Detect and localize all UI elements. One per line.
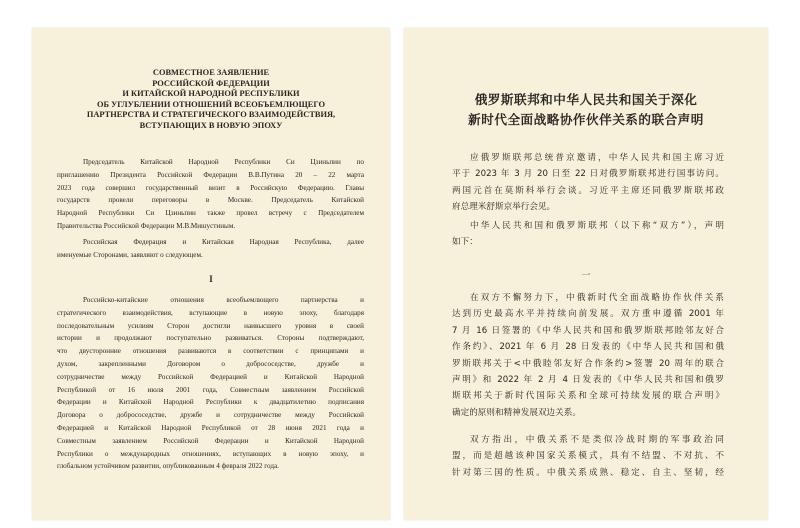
ru-title-line: И КИТАЙСКОЙ НАРОДНОЙ РЕСПУБЛИКИ — [122, 89, 300, 99]
ru-line: Федерацией и Китайской Народной Республикой от 28 июня 2021 года и — [57, 423, 364, 432]
russian-statement-page — [32, 28, 390, 520]
zh-line: 两国元首在莫斯科举行会谈。习近平主席还同俄罗斯联邦政 — [452, 185, 724, 196]
zh-title-line: 新时代全面战略协作伙伴关系的联合声明 — [468, 112, 704, 127]
ru-line: Народной Республики Си Цзиньпин также провел встречу с Председателем — [57, 209, 364, 218]
ru-line: 2023 года совершил государственный визит в Российскую Федерацию. Главы — [57, 183, 364, 192]
zh-line: 中华人民共和国和俄罗斯联邦（以下称“双方”），声明 — [470, 221, 724, 231]
ru-line: сотрудничестве между Российской Федерацией и Китайской Народной — [57, 372, 364, 381]
zh-line: 在双方不懈努力下，中俄新时代全面战略协作伙伴关系 — [470, 293, 724, 303]
ru-paragraph-2 — [57, 236, 364, 262]
zh-line: 声明》和 2022 年 2 月 4 日发表的《中华人民共和国和俄罗 — [452, 375, 724, 386]
zh-line: 平于 2023 年 3 月 20 日至 22 日对俄罗斯联邦进行国事访问。 — [452, 169, 724, 180]
zh-line: 作条约》、2021 年 6 月 28 日发表的《中华人民共和国和俄 — [452, 342, 724, 353]
ru-line: глобальном устойчивом развитии, опубликованным 4 февраля 2022 года. — [57, 462, 279, 471]
ru-line: именуемые Сторонами, заявляют о следующем. — [57, 250, 203, 259]
zh-paragraph-3 — [452, 290, 724, 421]
ru-line: приглашению Президента Российской Федерации В.В.Путина 20 – 22 марта — [57, 170, 364, 179]
zh-section-number: 一 — [581, 271, 591, 281]
zh-paragraph-1 — [452, 150, 724, 216]
ru-line: стратегического взаимодействия, вступающие в новую эпоху, благодаря — [57, 308, 364, 317]
zh-line: 达到历史最高水平并持续向前发展。双方重申遵循 2001 年 — [452, 309, 724, 320]
zh-title-line: 俄罗斯联邦和中华人民共和国关于深化 — [474, 92, 698, 107]
ru-line: Российская Федерация и Китайская Народная Республика, далее — [83, 238, 364, 246]
ru-section-number: I — [209, 274, 213, 284]
ru-line: Российско-китайские отношения всеобъемлющего партнерства и — [83, 296, 364, 304]
chinese-statement-page — [404, 28, 768, 520]
ru-line: духом, закрепленными Договором о добрососедстве, дружбе и — [57, 359, 364, 368]
ru-line: Председатель Китайской Народной Республики Си Цзиньпин по — [83, 158, 364, 166]
zh-line: 罗斯联邦关于<中俄睦邻友好合作条约>签署 20 周年的联合 — [452, 358, 724, 369]
zh-line: 斯联邦关于新时代国际关系和全球可持续发展的联合声明》 — [452, 391, 724, 402]
ru-title-line: ОБ УГЛУБЛЕНИИ ОТНОШЕНИЙ ВСЕОБЪЕМЛЮЩЕГО — [96, 99, 326, 109]
ru-line: Республикой от 16 июля 2001 года, Совместным заявлением Российской — [57, 385, 364, 394]
ru-line: Федерации и Китайской Народной Республики к двадцатилетию подписания — [57, 398, 364, 407]
ru-line: государств провели переговоры в Москве. Председатель Китайской — [57, 196, 364, 205]
zh-line: 盟，而是超越该种国家关系模式，具有不结盟、不对抗、不 — [452, 451, 724, 462]
ru-title-line: ПАРТНЕРСТВА И СТРАТЕГИЧЕСКОГО ВЗАИМОДЕЙСТВИЯ, — [86, 110, 336, 120]
ru-title-line: СОВМЕСТНОЕ ЗАЯВЛЕНИЕ — [152, 68, 270, 77]
ru-line: истории и продолжают поступательно развиваться. Стороны подтверждают, — [57, 334, 364, 343]
ru-paragraph-1 — [57, 156, 364, 233]
ru-line: Правительства Российской Федерации М.В.Мишустиным. — [57, 221, 236, 230]
zh-line: 应俄罗斯联邦总统普京邀请，中华人民共和国主席习近 — [470, 153, 724, 163]
ru-line: Договора о добрососедстве, дружбе и сотрудничестве между Российской — [57, 411, 364, 420]
zh-paragraph-4 — [452, 432, 724, 481]
ru-line: что двусторонние отношения развиваются в соответствии с принципами и — [57, 347, 364, 356]
ru-line: последовательным усилиям Сторон достигли наивысшего уровня в своей — [57, 321, 364, 330]
ru-line: Республики о международных отношениях, вступающих в новую эпоху, и — [57, 449, 364, 458]
zh-line: 确定的原则和精神发展双边关系。 — [452, 407, 581, 418]
zh-title — [404, 90, 768, 130]
ru-title — [50, 68, 372, 132]
ru-title-line: РОССИЙСКОЙ ФЕДЕРАЦИИ — [152, 78, 270, 88]
zh-line: 7 月 16 日签署的《中华人民共和国和俄罗斯联邦睦邻友好合 — [452, 325, 724, 336]
zh-paragraph-2 — [452, 218, 724, 251]
zh-line: 如下： — [452, 237, 478, 248]
ru-line: Совместным заявлением Российской Федерации и Китайской Народной — [57, 436, 364, 445]
ru-title-line: ВСТУПАЮЩИХ В НОВУЮ ЭПОХУ — [139, 120, 283, 130]
zh-line: 双方指出，中俄关系不是类似冷战时期的军事政治同 — [470, 435, 724, 445]
zh-line: 针对第三国的性质。中俄关系成熟、稳定、自主、坚韧，经 — [452, 467, 724, 478]
ru-paragraph-3 — [57, 294, 364, 473]
zh-line: 府总理米舒斯京举行会见。 — [452, 202, 556, 213]
